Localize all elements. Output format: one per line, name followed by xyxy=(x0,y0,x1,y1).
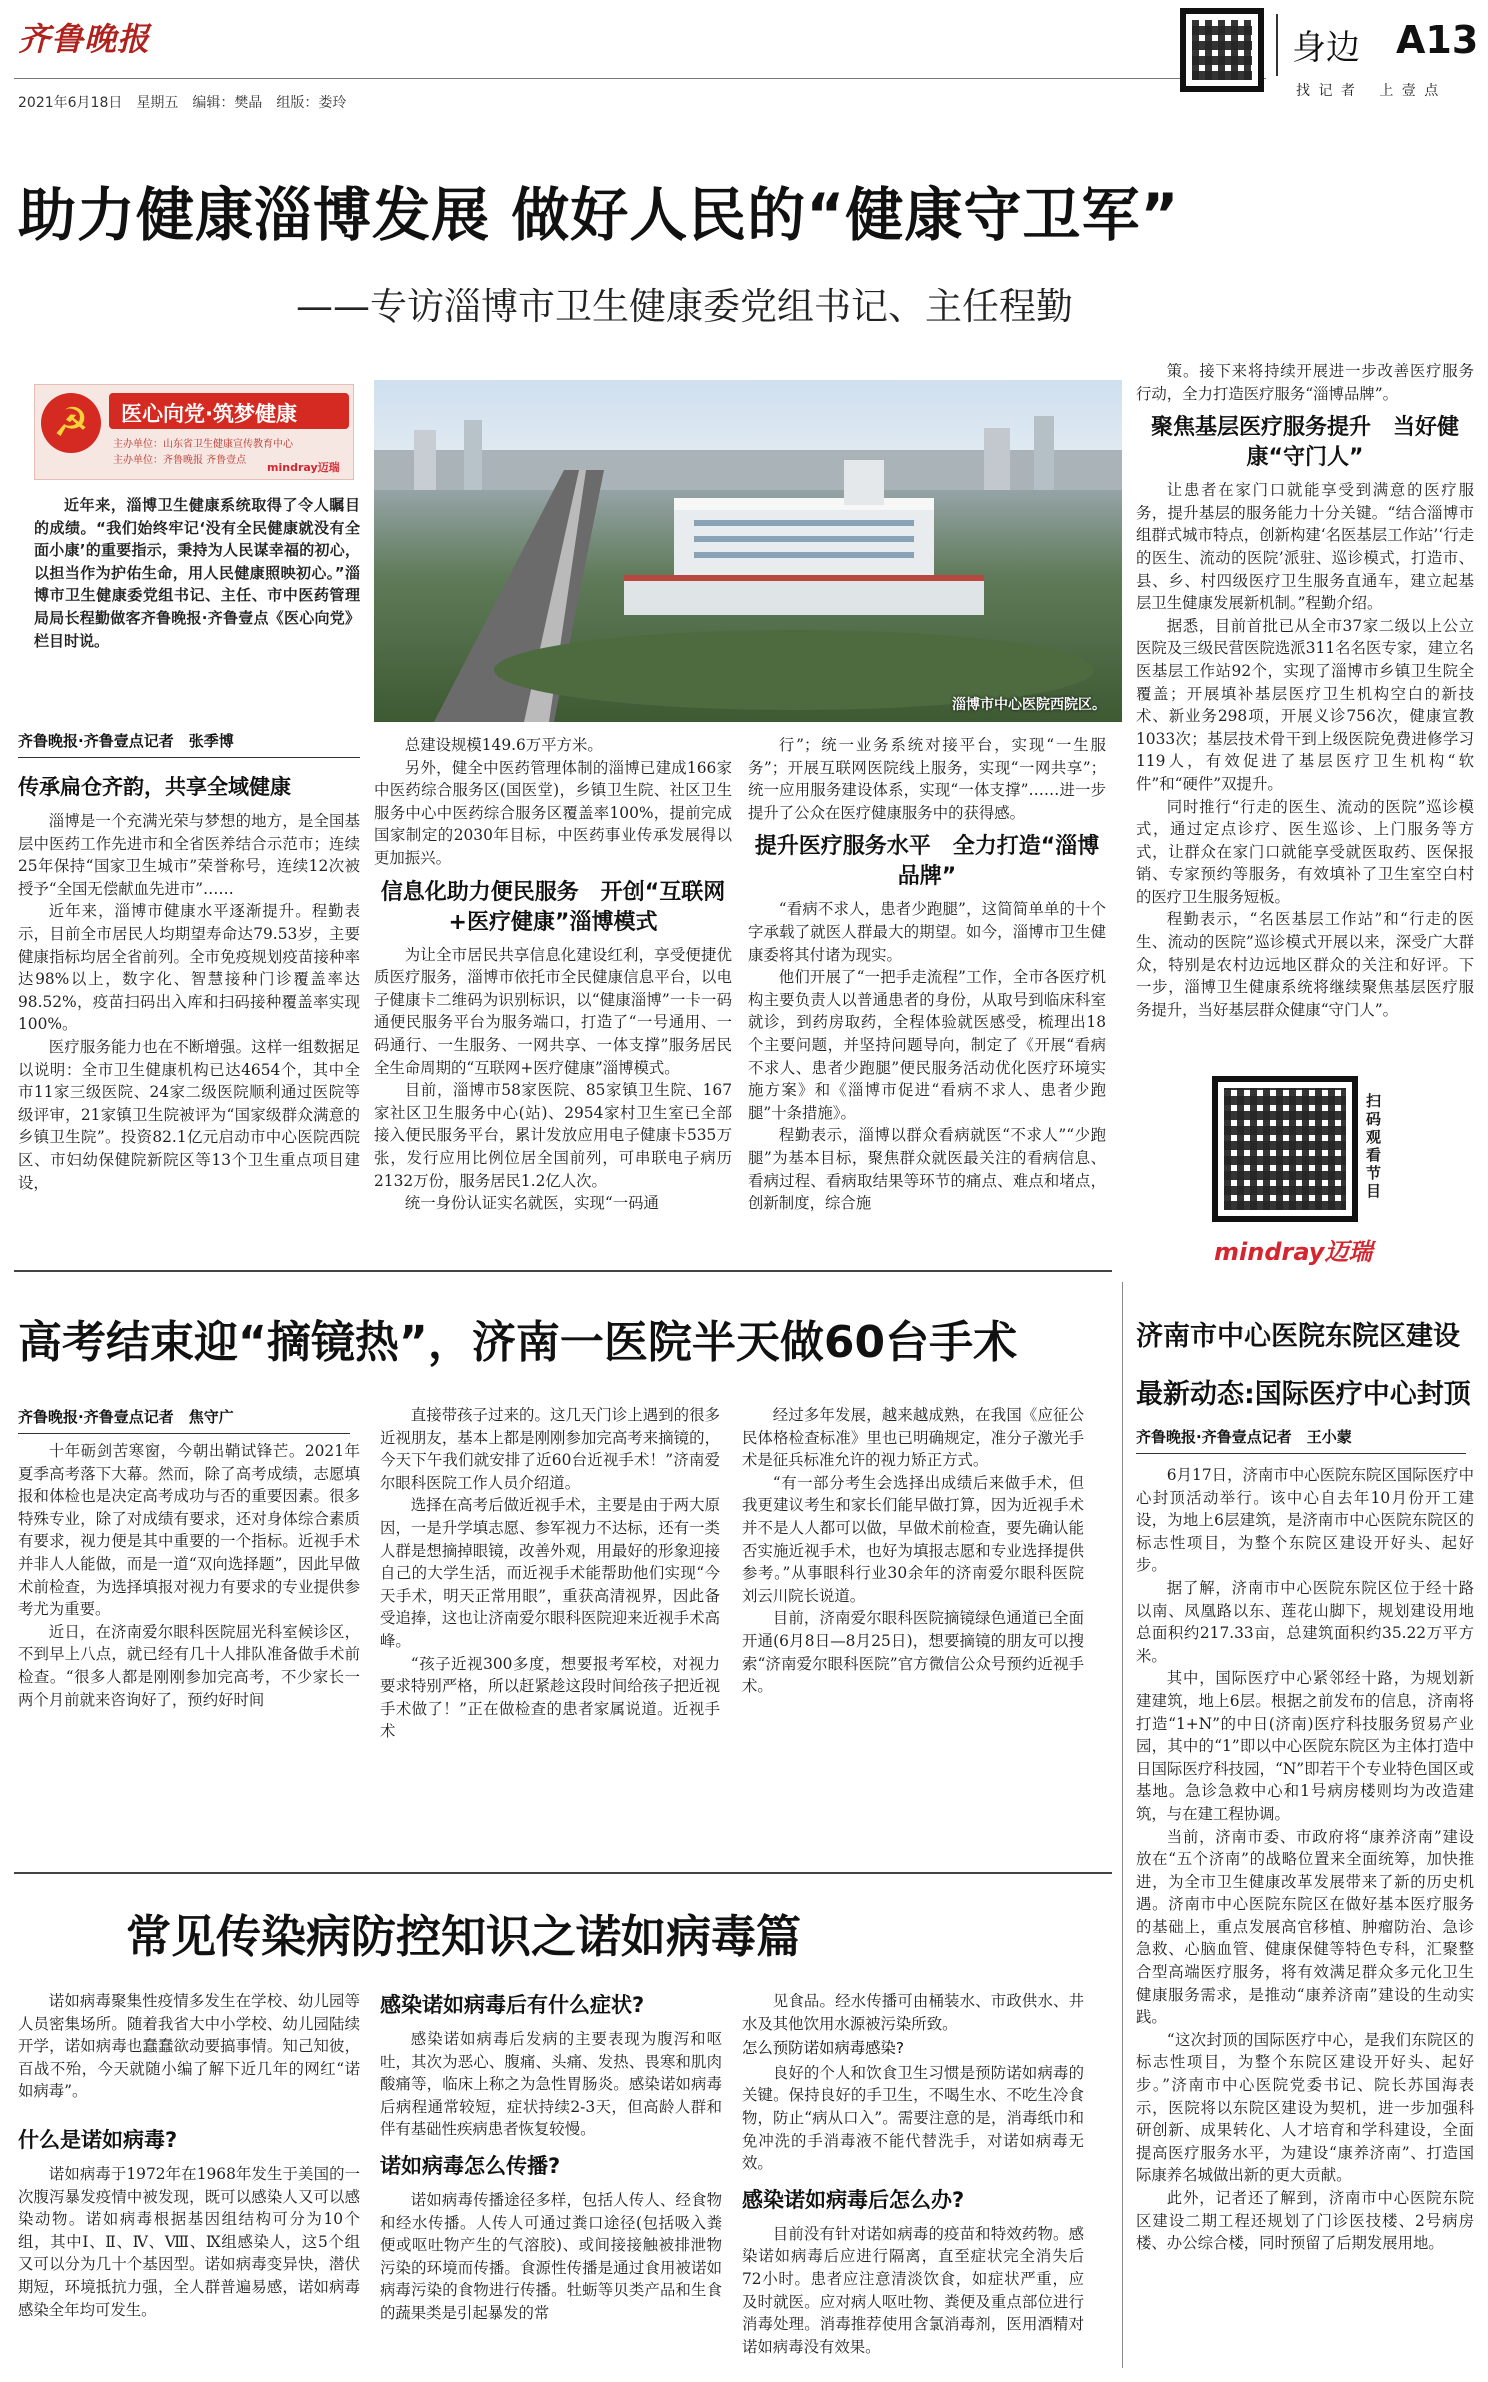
date-line: 2021年6月18日 星期五 编辑：樊晶 组版：娄玲 xyxy=(18,95,347,111)
paragraph: 为让全市居民共享信息化建设红利，享受便捷优质医疗服务，淄博市依托市全民健康信息平台，以电子健康卡二维码为识别标识，以“健康淄博”一卡一码通便民服务平台为服务端口，打造了“一号通用、一码通行、一生服务、一网共享、一体支撑”服务居民全生命周期的“互联网+医疗健康”淄博模式。 xyxy=(374,945,732,1077)
newspaper-logo: 齐鲁晚报 xyxy=(18,20,151,58)
norovirus-subhead: 什么是诺如病毒? xyxy=(18,2127,178,2152)
masthead-divider xyxy=(1276,14,1278,76)
norovirus-subhead: 怎么预防诺如病毒感染? xyxy=(742,2039,905,2058)
program-qr-code[interactable] xyxy=(1212,1076,1358,1222)
norovirus-subhead: 诺如病毒怎么传播? xyxy=(380,2153,561,2178)
paragraph: 诺如病毒传播途径多样，包括人传人、经食物和经水传播。人传人可通过粪口途径(包括吸入粪便或呕吐物产生的气溶胶)、或间接接触被排泄物污染的环境而传播。食源性传播是通过食用被诺如病毒污染的食物进行传播。牡蛎等贝类产品和生食的蔬果类是引起暴发的常 xyxy=(380,2190,722,2322)
section-name: 身边 xyxy=(1292,28,1360,68)
banner-organizer-1: 主办单位：山东省卫生健康宣传教育中心 xyxy=(113,439,293,450)
lead-headline: 助力健康淄博发展 做好人民的“健康守卫军” xyxy=(18,181,1180,249)
gaokao-headline: 高考结束迎“摘镜热”，济南一医院半天做60台手术 xyxy=(18,1317,1018,1368)
paragraph: 感染诺如病毒后发病的主要表现为腹泻和呕吐，其次为恶心、腹痛、头痛、发热、畏寒和肌肉酸痛等，临床上称之为急性胃肠炎。感染诺如病毒后病程通常较短，症状持续2-3天，但高龄人群和伴有基础性疾病患者恢复较慢。 xyxy=(380,2030,722,2139)
lead-c3-subhead: 提升医疗服务水平 全力打造“淄博品牌” xyxy=(754,834,1100,890)
paragraph: 医疗服务能力也在不断增强。这样一组数据足以说明：全市卫生健康机构已达4654个，其中全市11家三级医院、24家二级医院顺利通过医院等级评审，21家镇卫生院被评为“国家级群众满意的乡镇卫生院”。投资82.1亿元启动市中心医院西院区、市妇幼保健院新院区等13个卫生重点项目建设， xyxy=(18,1037,360,1192)
norovirus-subhead: 感染诺如病毒后有什么症状? xyxy=(380,1993,645,2017)
gaokao-byline: 齐鲁晚报·齐鲁壹点记者 焦守广 xyxy=(18,1406,350,1434)
paragraph: 诺如病毒于1972年在1968年发生于美国的一次腹泻暴发疫情中被发现，既可以感染人又可以感染动物。诺如病毒根据基因组结构可分为10个组，其中Ⅰ、Ⅱ、Ⅳ、Ⅷ、Ⅸ组感染人，这5个组又可以分为几十个基因型。诺如病毒变异快，潜伏期短，环境抵抗力强，全人群普遍易感，诺如病毒感染全年均可发生。 xyxy=(18,2164,360,2319)
norovirus-subhead: 感染诺如病毒后怎么办? xyxy=(742,2187,965,2212)
lead-c2-subhead: 信息化助力便民服务 开创“互联网+医疗健康”淄博模式 xyxy=(380,879,726,935)
banner-title: 医心向党·筑梦健康 xyxy=(121,402,297,426)
norovirus-headline: 常见传染病防控知识之诺如病毒篇 xyxy=(126,1910,802,1963)
paragraph: 同时推行“行走的医生、流动的医院”巡诊模式，通过定点诊疗、医生巡诊、上门服务等方式，让群众在家门口就能享受就医取药、医保报销、专家预约等服务，有效填补了卫生室空白村的医疗卫生服务短板。 xyxy=(1136,797,1474,906)
paragraph: 策。接下来将持续开展进一步改善医疗服务行动，全力打造医疗服务“淄博品牌”。 xyxy=(1136,362,1474,403)
lead-column-4 xyxy=(1136,360,1474,1068)
paragraph: 良好的个人和饮食卫生习惯是预防诺如病毒的关键。保持良好的手卫生，不喝生水、不吃生冷食物，防止“病从口入”。需要注意的是，消毒纸巾和免冲洗的手消毒液不能代替洗手，对诺如病毒无效。 xyxy=(742,2063,1084,2173)
gaokao-column-2 xyxy=(380,1404,720,1864)
paragraph: 淄博是一个充满光荣与梦想的地方，是全国基层中医药工作先进市和全省医养结合示范市；连续25年保持“国家卫生城市”荣誉称号，连续12次被授予“全国无偿献血先进市”…… xyxy=(18,812,360,898)
banner-organizer-2: 主办单位：齐鲁晚报 齐鲁壹点 xyxy=(113,455,247,466)
masthead-tagline: 找 记 者 上 壹 点 xyxy=(1296,83,1441,99)
hospital-aerial-photo xyxy=(374,380,1122,722)
paragraph: 目前没有针对诺如病毒的疫苗和特效药物。感染诺如病毒后应进行隔离，直至症状完全消失后72小时。患者应注意清淡饮食，如症状严重，应及时就医。应对病人呕吐物、粪便及重点部位进行消毒处理。消毒推荐使用含氯消毒剂，医用酒精对诺如病毒没有效果。 xyxy=(742,2224,1084,2356)
lead-intro-text: 近年来，淄博卫生健康系统取得了令人瞩目的成绩。“我们始终牢记‘没有全民健康就没有全面小康’的重要指示，秉持为人民谋幸福的初心，以担当作为护佑生命，用人民健康照映初心。”淄博市卫生健康委党组书记、主任、市中医药管理局局长程勤做客齐鲁晚报·齐鲁壹点《医心向党》栏目时说。 xyxy=(34,496,360,650)
paragraph: 行”；统一业务系统对接平台，实现“一生服务”；开展互联网医院线上服务，实现“一网共享”；统一应用服务建设体系，实现“一体支撑”……进一步提升了公众在医疗健康服务中的获得感。 xyxy=(748,736,1106,822)
east-campus-headline-2: 最新动态:国际医疗中心封顶 xyxy=(1136,1379,1471,1410)
paragraph: 程勤表示，“名医基层工作站”和“行走的医生、流动的医院”巡诊模式开展以来，深受广大群众，特别是农村边远地区群众的关注和好评。下一步，淄博卫生健康系统将继续聚焦基层医疗服务提升，当好基层群众健康“守门人”。 xyxy=(1136,910,1474,1019)
paragraph: 见食品。经水传播可由桶装水、市政供水、井水及其他饮用水源被污染所致。 xyxy=(742,1992,1084,2033)
lead-byline: 齐鲁晚报·齐鲁壹点记者 张季博 xyxy=(18,730,360,758)
lead-column-3 xyxy=(748,734,1106,1262)
paragraph: 据了解，济南市中心医院东院区位于经十路以南、凤凰路以东、莲花山脚下，规划建设用地总面积约217.33亩，总建筑面积约35.22万平方米。 xyxy=(1136,1578,1474,1665)
paragraph: 近年来，淄博市健康水平逐渐提升。程勤表示，目前全市居民人均期望寿命达79.53岁，主要健康指标均居全省前列。全市免疫规划疫苗接种率达98%以上，数字化、智慧接种门诊覆盖率达98.52%，疫苗扫码出入库和扫码接种覆盖率实现100%。 xyxy=(18,902,360,1034)
paragraph: 另外，健全中医药管理体制的淄博已建成166家中医药综合服务区(国医堂)，乡镇卫生院、社区卫生服务中心中医药综合服务区覆盖率100%，提前完成国家制定的2030年目标，中医药事业传承发展得以更加振兴。 xyxy=(374,758,732,867)
paragraph: 统一身份认证实名就医，实现“一码通 xyxy=(404,1194,659,1213)
section-divider xyxy=(14,1270,1112,1272)
mindray-logo: mindray迈瑞 xyxy=(1214,1238,1373,1266)
paragraph: “有一部分考生会选择出成绩后来做手术，但我更建议考生和家长们能早做打算，因为近视手术并不是人人都可以做，早做术前检查，要先确认能否实施近视手术，也好为填报志愿和专业选择提供参考。”从事眼科行业30余年的济南爱尔眼科医院刘云川院长说道。 xyxy=(742,1473,1084,1605)
photo-scene xyxy=(374,380,1122,722)
paragraph: “看病不求人，患者少跑腿”，这简简单单的十个字承载了就医人群最大的期望。如今，淄博市卫生健康委将其付诸为现实。 xyxy=(748,900,1106,964)
paragraph: 十年砺剑苦寒窗，今朝出鞘试锋芒。2021年夏季高考落下大幕。然而，除了高考成绩，志愿填报和体检也是决定高考成功与否的重要因素。很多特殊专业，除了对成绩有要求，还对身体综合素质有要求，视力便是其中重要的一个指标。近视手术并非人人能做，而是一道“双向选择题”，因此早做术前检查，为选择填报对视力有要求的专业提供参考尤为重要。 xyxy=(18,1442,360,1619)
lead-subheadline: ——专访淄博市卫生健康委党组书记、主任程勤 xyxy=(296,285,1073,328)
paragraph: 他们开展了“一把手走流程”工作，全市各医疗机构主要负责人以普通患者的身份，从取号到临床科室就诊，到药房取药，全程体验就医感受，梳理出18个主要问题，并坚持问题导向，制定了《开展“看病不求人、患者少跑腿”便民服务活动优化医疗环境实施方案》和《淄博市促进“看病不求人、患者少跑腿”十条措施》。 xyxy=(748,968,1106,1122)
gaokao-column-3 xyxy=(742,1404,1084,1864)
qr-label: 扫码观看节目 xyxy=(1366,1092,1382,1200)
paragraph: 目前，淄博市58家医院、85家镇卫生院、167家社区卫生服务中心(站)、2954家村卫生室已全部接入便民服务平台，累计发放应用电子健康卡535万张，发行应用比例位居全国前列，可串联电子病历2132万份，服务居民1.2亿人次。 xyxy=(374,1081,732,1190)
paragraph: 诺如病毒聚集性疫情多发生在学校、幼儿园等人员密集场所。随着我省大中小学校、幼儿园陆续开学，诺如病毒也蠢蠢欲动要搞事情。知己知彼，百战不殆，今天就随小编了解下近几年的网红“诺如病毒”。 xyxy=(18,1992,360,2101)
east-campus-byline: 齐鲁晚报·齐鲁壹点记者 王小蒙 xyxy=(1136,1426,1466,1454)
lead-column-1 xyxy=(18,762,360,1262)
paragraph: 选择在高考后做近视手术，主要是由于两大原因，一是升学填志愿、参军视力不达标，还有一类人群是想摘掉眼镜，改善外观，用最好的形象迎接自己的大学生活，而近视手术能帮助他们实现“今天手术，明天正常用眼”，重获高清视界，因此备受追捧，这也让济南爱尔眼科医院迎来近视手术高峰。 xyxy=(380,1496,720,1650)
paragraph: 其中，国际医疗中心紧邻经十路，为规划新建建筑，地上6层。根据之前发布的信息，济南将打造“1+N”的中日(济南)医疗科技服务贸易产业园，其中的“1”即以中心医院东院区为主体打造中日国际医疗科技园，“N”即若干个专业特色国区或基地。急诊急救中心和1号病房楼则均为改造建筑，与在建工程协调。 xyxy=(1136,1669,1474,1823)
masthead-qr-code[interactable] xyxy=(1180,8,1264,92)
lead-intro xyxy=(34,494,360,704)
east-campus-headline-1: 济南市中心医院东院区建设 xyxy=(1136,1321,1460,1352)
paragraph: 直接带孩子过来的。这几天门诊上遇到的很多近视朋友，基本上都是刚刚参加完高考来摘镜的，今天下午我们就安排了近60台近视手术！”济南爱尔眼科医院工作人员介绍道。 xyxy=(380,1406,720,1492)
paragraph: 让患者在家门口就能享受到满意的医疗服务，提升基层的服务能力十分关键。“结合淄博市组群式城市特点，创新构建‘名医基层工作站’‘行走的医生、流动的医院’派驻、巡诊模式，打造市、县、乡、村四级医疗卫生服务直通车，建立起基层卫生健康发展新机制。”程勤介绍。 xyxy=(1136,481,1474,613)
paragraph: 此外，记者还了解到，济南市中心医院东院区建设二期工程还规划了门诊医技楼、2号病房楼、办公综合楼，同时预留了后期发展用地。 xyxy=(1136,2189,1474,2253)
norovirus-column-1 xyxy=(18,1990,360,2375)
paragraph: “孩子近视300多度，想要报考军校，对视力要求特别严格，所以赶紧趁这段时间给孩子把近视手术做了！”正在做检查的患者家属说道。近视手术 xyxy=(380,1654,720,1741)
norovirus-column-2 xyxy=(380,1990,722,2375)
gaokao-column-1 xyxy=(18,1440,360,1864)
banner-sponsor: mindray迈瑞 xyxy=(267,461,340,474)
paragraph: 当前，济南市委、市政府将“康养济南”建设放在“五个济南”的战略位置来全面统筹，加快推进，为全市卫生健康改革发展带来了新的历史机遇。济南市中心医院东院区在做好基本医疗服务的基础上，重点发展高官移植、肿瘤防治、急诊急救、心脑血管、健康保健等特色专科，汇聚整合型高端医疗服务，将有效满足群众多元化卫生健康服务需求，是推动“康养济南”建设的生动实践。 xyxy=(1136,1827,1474,2027)
paragraph: 近日，在济南爱尔眼科医院屈光科室候诊区，不到早上八点，就已经有几十人排队准备做手术前检查。“很多人都是刚刚参加完高考，不少家长一两个月前就来咨询好了，预约好时间 xyxy=(18,1622,360,1709)
paragraph: 目前，济南爱尔眼科医院摘镜绿色通道已全面开通(6月8日—8月25日)，想要摘镜的朋友可以搜索“济南爱尔眼科医院”官方微信公众号预约近视手术。 xyxy=(742,1609,1084,1696)
lead-c1-subhead: 传承扁仓齐韵，共享全域健康 xyxy=(18,775,291,799)
paragraph: 6月17日，济南市中心医院东院区国际医疗中心封顶活动举行。该中心自去年10月份开工建设，为地上6层建筑，是济南市中心医院东院区的标志性项目，为整个东院区建设开好头、起好步。 xyxy=(1136,1466,1474,1575)
paragraph: 据悉，目前首批已从全市37家二级以上公立医院及三级民营医院选派311名名医专家，建立名医基层工作站92个，实现了淄博市乡镇卫生院全覆盖；开展填补基层医疗卫生机构空白的新技术、新业务298项，开展义诊756次，健康宣教1033次；基层技术骨干到上级医院免费进修学习119人，有效促进了基层医疗卫生机构“软件”和“硬件”双提升。 xyxy=(1136,616,1474,793)
masthead-rule xyxy=(14,78,1266,79)
page-number: A13 xyxy=(1396,18,1479,62)
paragraph: “这次封顶的国际医疗中心，是我们东院区的标志性项目，为整个东院区建设开好头、起好步。”济南市中心医院党委书记、院长苏国海表示，医院将以东院区建设为契机，进一步加强科研创新、成果转化、人才培育和学科建设，全面提高医疗服务水平，为建设“康养济南”、打造国际康养名城做出新的更大贡献。 xyxy=(1136,2030,1474,2185)
photo-caption: 淄博市中心医院西院区。 xyxy=(952,697,1106,713)
column-banner xyxy=(34,384,354,480)
paragraph: 程勤表示，淄博以群众看病就医“不求人”“少跑腿”为基本目标，聚焦群众就医最关注的看病信息、看病过程、看病取结果等环节的痛点、难点和堵点，创新制度，综合施 xyxy=(748,1126,1106,1213)
lead-column-2 xyxy=(374,734,732,1262)
lead-c4-subhead: 聚焦基层医疗服务提升 当好健康“守门人” xyxy=(1150,415,1459,471)
paragraph: 经过多年发展，越来越成熟，在我国《应征公民体格检查标准》里也已明确规定，准分子激光手术是征兵标准允许的视力矫正方式。 xyxy=(742,1406,1084,1470)
norovirus-column-3 xyxy=(742,1990,1084,2375)
sidebar-vertical-divider xyxy=(1122,1282,1123,2368)
paragraph: 总建设规模149.6万平方米。 xyxy=(404,736,603,754)
section-divider xyxy=(14,1872,1112,1874)
party-emblem-icon: ☭ xyxy=(41,393,101,453)
east-campus-body xyxy=(1136,1464,1474,2374)
